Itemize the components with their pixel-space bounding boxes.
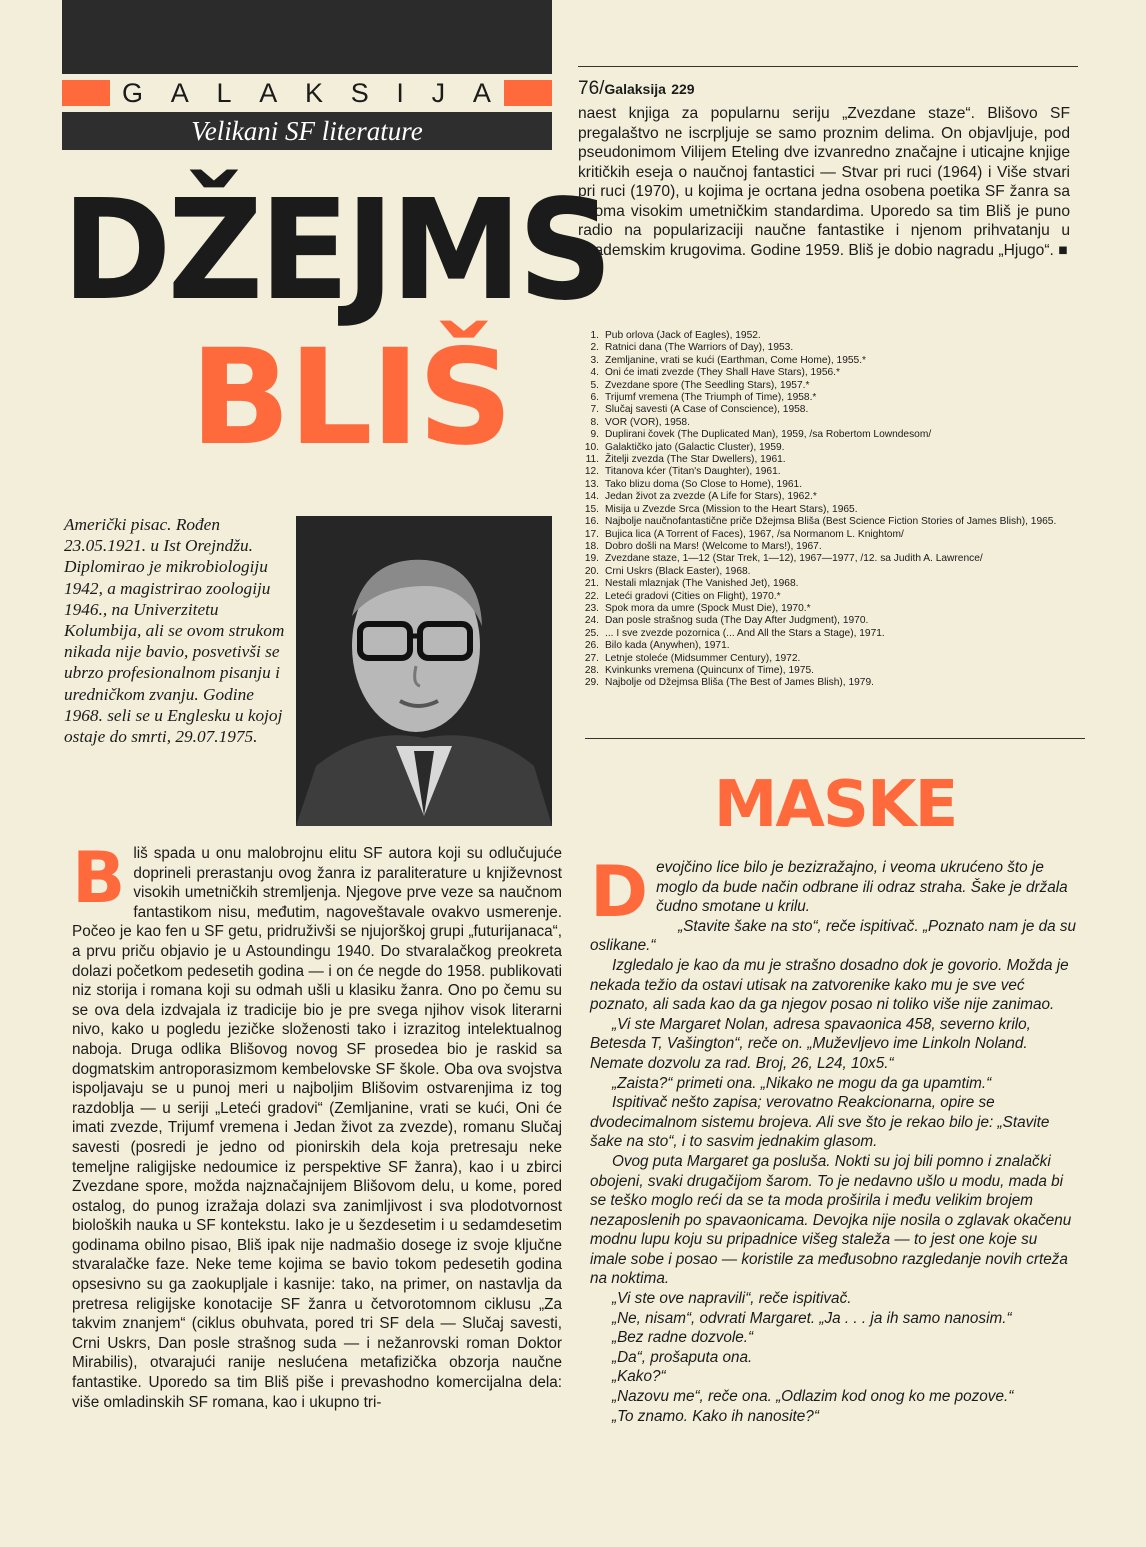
author-photo xyxy=(296,516,552,826)
author-first-name: DŽEJMS xyxy=(62,169,609,332)
continued-article-text: naest knjiga za popularnu seriju „Zvezdane staze“. Blišovo SF pregalaštvo ne iscrpljuje se samo proznim delima. On objavljuje, pod pseudonimom Vilijem Eteling dve izvanredno značajne i uticajne knjige kritičkih eseja o naučnoj fantastici — Stvar pri ruci (1964) i Više stvari pri ruci (1970), u kojima je ocrtana jedna osobena poetika SF žanra sa veoma visokim umetničkim standardima. Uporedo sa tim Bliš je puno radio na popularizaciji naučne fantastike i njenom prihvatanju u akademskim krugovima. Godine 1959. Bliš je dobio nagradu „Hjugo“. ■ xyxy=(578,105,1070,259)
bibliography-entry: Pub orlova (Jack of Eagles), 1952. xyxy=(605,330,761,341)
bibliography-number: 29. xyxy=(584,677,599,689)
bibliography-entry: Titanova kćer (Titan's Daughter), 1961. xyxy=(605,466,781,478)
bibliography-item xyxy=(583,417,1075,429)
bibliography-entry: Leteći gradovi (Cities on Flight), 1970.* xyxy=(605,590,781,602)
bibliography-entry: Najbolje naučnofantastične priče Džejmsa Bliša (Best Science Fiction Stories of James Blish), 1965. xyxy=(605,516,1057,528)
magazine-name-row xyxy=(62,79,552,107)
bibliography-number: 8. xyxy=(590,416,599,428)
bibliography-number: 13. xyxy=(584,478,599,490)
bibliography-entry: VOR (VOR), 1958. xyxy=(605,416,690,428)
bibliography-entry: Misija u Zvezde Srca (Mission to the Heart Stars), 1965. xyxy=(605,503,858,515)
bibliography-entry: Galaktičko jato (Galactic Cluster), 1959. xyxy=(605,441,785,453)
story-title: MASKE xyxy=(713,768,957,842)
bibliography-entry: Zvezdane spore (The Seedling Stars), 1957.* xyxy=(605,379,810,391)
bibliography-list xyxy=(583,330,1075,690)
bibliography-number: 27. xyxy=(584,652,599,664)
magazine-name xyxy=(110,78,504,109)
story-dropcap: D xyxy=(590,851,649,933)
bibliography-entry: Nestali mlaznjak (The Vanished Jet), 1968. xyxy=(605,578,799,590)
bibliography-entry: Trijumf vremena (The Triumph of Time), 1958.* xyxy=(605,392,817,404)
bibliography-entry: Bujica lica (A Torrent of Faces), 1967, /sa Normanom L. Knightom/ xyxy=(605,528,904,540)
bibliography-item xyxy=(583,355,1075,367)
article-dropcap: B xyxy=(72,837,126,919)
bibliography-number: 15. xyxy=(584,503,599,515)
bibliography-item xyxy=(583,491,1075,503)
bibliography-entry: Spok mora da umre (Spock Must Die), 1970.* xyxy=(605,602,811,614)
bibliography-item xyxy=(583,653,1075,665)
bibliography-number: 9. xyxy=(590,429,599,441)
bibliography-number: 7. xyxy=(590,404,599,416)
bibliography-item xyxy=(583,479,1075,491)
bibliography-entry: Dobro došli na Mars! (Welcome to Mars!), 1967. xyxy=(605,540,822,552)
story-paragraph xyxy=(590,851,1078,933)
series-title: Velikani SF literature xyxy=(62,112,552,150)
bibliography-number: 18. xyxy=(584,540,599,552)
story-text: Ispitivač nešto zapisa; verovatno Reakcionarna, opire se dvodecimalnom sistemu brojeva. Ali sve što je rekao bilo je: „Stavite šake na sto“, i to sasvim jednakim glasom. xyxy=(590,1094,1050,1151)
portrait-illustration xyxy=(296,516,552,826)
bibliography-item xyxy=(583,516,1075,528)
bibliography-number: 23. xyxy=(584,602,599,614)
story-paragraph xyxy=(590,956,1078,1015)
bibliography-item xyxy=(583,367,1075,379)
bibliography-item xyxy=(583,330,1075,342)
magazine-letter: L xyxy=(216,77,233,108)
red-accent-right xyxy=(504,80,552,106)
article-body xyxy=(72,837,562,1412)
magazine-letter: G xyxy=(122,77,145,108)
magazine-letter: A xyxy=(472,77,492,108)
bibliography-number: 24. xyxy=(584,615,599,627)
header-black-bar xyxy=(62,0,552,74)
bibliography-item xyxy=(583,553,1075,565)
magazine-letter: A xyxy=(259,77,279,108)
story-text: „Bez radne dozvole.“ xyxy=(612,1329,754,1347)
bibliography-number: 19. xyxy=(584,553,599,565)
bibliography-entry: Kvinkunks vremena (Quincunx of Time), 1975. xyxy=(605,664,814,676)
story-text: „Da“, prošaputa ona. xyxy=(612,1348,753,1366)
story-paragraph xyxy=(590,1093,1078,1152)
bibliography-entry: Ratnici dana (The Warriors of Day), 1953. xyxy=(605,342,794,354)
bibliography-item xyxy=(583,566,1075,578)
red-accent-left xyxy=(62,80,110,106)
bibliography-number: 4. xyxy=(590,367,599,379)
bibliography-entry: Letnje stoleće (Midsummer Century), 1972. xyxy=(605,652,801,664)
story-text: „Kako?“ xyxy=(612,1368,666,1386)
bibliography-entry: Crni Uskrs (Black Easter), 1968. xyxy=(605,565,751,577)
bibliography-number: 12. xyxy=(584,466,599,478)
magazine-letter: J xyxy=(431,77,447,108)
story-paragraph xyxy=(590,1348,1078,1368)
story-paragraph xyxy=(590,1407,1078,1427)
bibliography-number: 20. xyxy=(584,565,599,577)
story-paragraph xyxy=(590,1387,1078,1407)
bibliography-item xyxy=(583,429,1075,441)
author-last-name: BLIŠ xyxy=(190,321,511,475)
bibliography-item xyxy=(583,640,1075,652)
bibliography-entry: Žitelji zvezda (The Star Dwellers), 1961. xyxy=(605,454,786,466)
story-paragraph xyxy=(590,1074,1078,1094)
story-text: „Stavite šake na sto“, reče ispitivač. „Poznato nam je da su oslikane.“ xyxy=(590,917,1077,955)
page-issue: 229 xyxy=(671,81,695,97)
article-text: liš spada u onu malobrojnu elitu SF autora koji su odlučujuće doprineli prerastanju ovog žanra iz paraliterature u književnost visokih umetničkih stremljenja. Njegove prve veze sa naučnom fantastikom nisu, međutim, nagoveštavale ovakvo usmerenje. Počeo je kao fen u SF getu, pridruživši se njujorškoj grupi „futurijanaca“, a prvu priču objavio je u Astoundingu 1940. Do stvaralačkog preokreta dolazi početkom pedesetih godina — i on će negde do 1958. publikovati niz storija i romana koji su odmah ušli u klasiku žanra. Ono po čemu su se ova dela izdvajala iz tradicije bio je pre svega njihov visok literarni nivo, kako u pogledu jezičke složenosti tako i izrazitog intelektualnog naboja. Druga odlika Blišovog novog SF prosedea bio je raskid sa dogmatskim antroporasizmom kembelovske SF škole. Oba ova svojstva ispoljavaju se u punoj meri u najboljim Blišovim ostvarenjima iz tog razdoblja — u seriji „Leteći gradovi“ (Zemljanine, vrati se kući, Oni će imati zvezde, Trijumf vremena i Jedan život za zvezde), romanu Slučaj savesti (posredi je jedno od pionirskih dela koja pretresaju neke temeljne raligijske nedoumice iz perspektive SF žanra), kao i u zbirci Zvezdane spore, možda najznačajnijem Blišovom delu, u kome, pored ostalog, do punog izražaja dolazi sva zanimljivost i sva plodotvornost bioloških nauka u SF kontekstu. Iako je u šezdesetim i u sedamdesetim godinama obilno pisao, Bliš ipak nije nadmašio dosege iz svoje ključne stvaralačke faze. Neke teme kojima se bavio tokom pedesetih godina opsesivno su ga zaokupljale i kasnije: tako, na primer, on nastavlja da pretresa religijske konotacije SF žanra u četvorotomnom ciklusu „Za takvim znanjem“ (ciklus obuhvata, pored tri SF dela — Slučaj savesti, Crni Uskrs, Dan posle strašnog suda — i nežanrovski roman Doktor Mirabilis), otvarajući ranije neslućena metafizička obzorja naučne fantastike. Uporedo sa tim Bliš piše i prevashodno komercijalna dela: više omladinskih SF romana, kao i ukupno tri- xyxy=(72,845,562,1411)
bibliography-entry: Bilo kada (Anywhen), 1971. xyxy=(605,640,730,652)
bibliography-number: 28. xyxy=(584,664,599,676)
magazine-letter: I xyxy=(396,77,405,108)
bibliography-entry: Duplirani čovek (The Duplicated Man), 1959, /sa Robertom Lowndesom/ xyxy=(605,429,932,441)
bibliography-number: 17. xyxy=(584,528,599,540)
rule-top xyxy=(578,66,1078,67)
bibliography-item xyxy=(583,541,1075,553)
story-text: „To znamo. Kako ih nanosite?“ xyxy=(612,1407,819,1425)
bibliography-item xyxy=(583,578,1075,590)
bibliography-number: 16. xyxy=(584,516,599,528)
story-text: evojčino lice bilo je bezizražajno, i veoma ukrućeno što je moglo da bude način odbrane ili odraz straha. Šake je držala čudno smotane u krilu. xyxy=(656,859,1068,916)
bibliography-item xyxy=(583,454,1075,466)
bibliography-item xyxy=(583,677,1075,689)
story-paragraph xyxy=(590,1015,1078,1074)
bibliography-item xyxy=(583,615,1075,627)
magazine-letter: S xyxy=(350,77,370,108)
bibliography-number: 11. xyxy=(585,454,599,466)
bibliography-entry: Dan posle strašnog suda (The Day After Judgment), 1970. xyxy=(605,615,869,627)
bibliography-number: 6. xyxy=(590,392,599,404)
story-text: „Zaista?“ primeti ona. „Nikako ne mogu da ga upamtim.“ xyxy=(612,1074,992,1092)
bibliography-item xyxy=(583,404,1075,416)
bibliography-item xyxy=(583,466,1075,478)
bibliography-item xyxy=(583,342,1075,354)
story-text: Izgledalo je kao da mu je strašno dosadno dok je govorio. Možda je nekada težio da ostavi utisak na zatvorenike kako mu je sve već poznato, ali sada kao da ga njegov posao ni toliko više nije zanimao. xyxy=(590,956,1069,1014)
bibliography-number: 14. xyxy=(584,491,599,503)
story-text: Ovog puta Margaret ga posluša. Nokti su joj bili pomno i znalački obojeni, svaki drugačijom šarom. To je nedavno ušlo u modu, mada bi se teško moglo reći da se ta moda proširila i među velikim brojem nezaposlenih po spavaonicama. Devojka nije nosila o zglavak okačenu modnu lupu koju su pripadnice višeg staleža — to jest one koje su imale sobe i posao — koristile za međusobno razgledanje novih crteža na noktima. xyxy=(590,1152,1072,1288)
bibliography-number: 25. xyxy=(584,627,599,639)
story-paragraph xyxy=(590,917,1078,956)
bibliography-number: 2. xyxy=(590,342,599,354)
bibliography-entry: ... I sve zvezde pozornica (... And All the Stars a Stage), 1971. xyxy=(605,627,885,639)
bibliography-entry: Tako blizu doma (So Close to Home), 1961. xyxy=(605,478,803,490)
bibliography-entry: Zemljanine, vrati se kući (Earthman, Come Home), 1955.* xyxy=(605,354,867,366)
rule-middle xyxy=(585,738,1085,739)
bio-caption: Američki pisac. Rođen 23.05.1921. u Ist Orejndžu. Diplomirao je mikrobiologiju 1942, a magistrirao zoologiju 1946., na Univerzitetu Kolumbija, ali se ovom strukom nikada nije bavio, posvetivši se ubrzo profesionalnom pisanju i uredničkom zvanju. Godine 1968. seli se u Englesku u kojoj ostaje do smrti, 29.07.1975. xyxy=(64,515,285,747)
story-text: „Ne, nisam“, odvrati Margaret. „Ja . . . ja ih samo nanosim.“ xyxy=(612,1309,1012,1327)
story-text: „Vi ste ove napravili“, reče ispitivač. xyxy=(612,1290,852,1308)
bibliography-number: 21. xyxy=(584,578,599,590)
story-paragraph xyxy=(590,1328,1078,1348)
bibliography-number: 5. xyxy=(590,379,599,391)
story-text: „Nazovu me“, reče ona. „Odlazim kod onog ko me pozove.“ xyxy=(612,1388,1014,1406)
story-text: „Vi ste Margaret Nolan, adresa spavaonica 458, severno krilo, Betesda T, Vašington“, reče on. „Muževljevo ime Linkoln Noland. Nemate dozvolu za rad. Broj, 26, L24, 10x5.“ xyxy=(590,1015,1031,1072)
bibliography-number: 22. xyxy=(584,590,599,602)
story-paragraph xyxy=(590,1289,1078,1309)
story-body xyxy=(590,851,1078,1426)
bibliography-entry: Slučaj savesti (A Case of Conscience), 1958. xyxy=(605,404,809,416)
bibliography-number: 3. xyxy=(590,354,599,366)
magazine-letter: A xyxy=(170,77,190,108)
bibliography-item xyxy=(583,529,1075,541)
page-reference xyxy=(578,78,695,100)
bibliography-item xyxy=(583,665,1075,677)
bibliography-item xyxy=(583,392,1075,404)
page-number: 76/ xyxy=(578,78,605,99)
story-paragraph xyxy=(590,1367,1078,1387)
bibliography-number: 10. xyxy=(584,441,599,453)
bibliography-entry: Jedan život za zvezde (A Life for Stars), 1962.* xyxy=(605,491,817,503)
bibliography-entry: Oni će imati zvezde (They Shall Have Stars), 1956.* xyxy=(605,367,840,379)
bibliography-number: 1. xyxy=(590,330,599,341)
bibliography-item xyxy=(583,603,1075,615)
bibliography-item xyxy=(583,628,1075,640)
bibliography-item xyxy=(583,591,1075,603)
bibliography-entry: Najbolje od Džejmsa Bliša (The Best of James Blish), 1979. xyxy=(605,677,874,689)
story-paragraph xyxy=(590,1309,1078,1329)
page-magazine: Galaksija xyxy=(604,81,666,97)
story-paragraph xyxy=(590,1152,1078,1289)
bibliography-item xyxy=(583,380,1075,392)
bibliography-number: 26. xyxy=(584,640,599,652)
bibliography-item xyxy=(583,442,1075,454)
bibliography-item xyxy=(583,504,1075,516)
bibliography-entry: Zvezdane staze, 1—12 (Star Trek, 1—12), 1967—1977, /12. sa Judith A. Lawrence/ xyxy=(605,553,983,565)
magazine-letter: K xyxy=(304,77,324,108)
